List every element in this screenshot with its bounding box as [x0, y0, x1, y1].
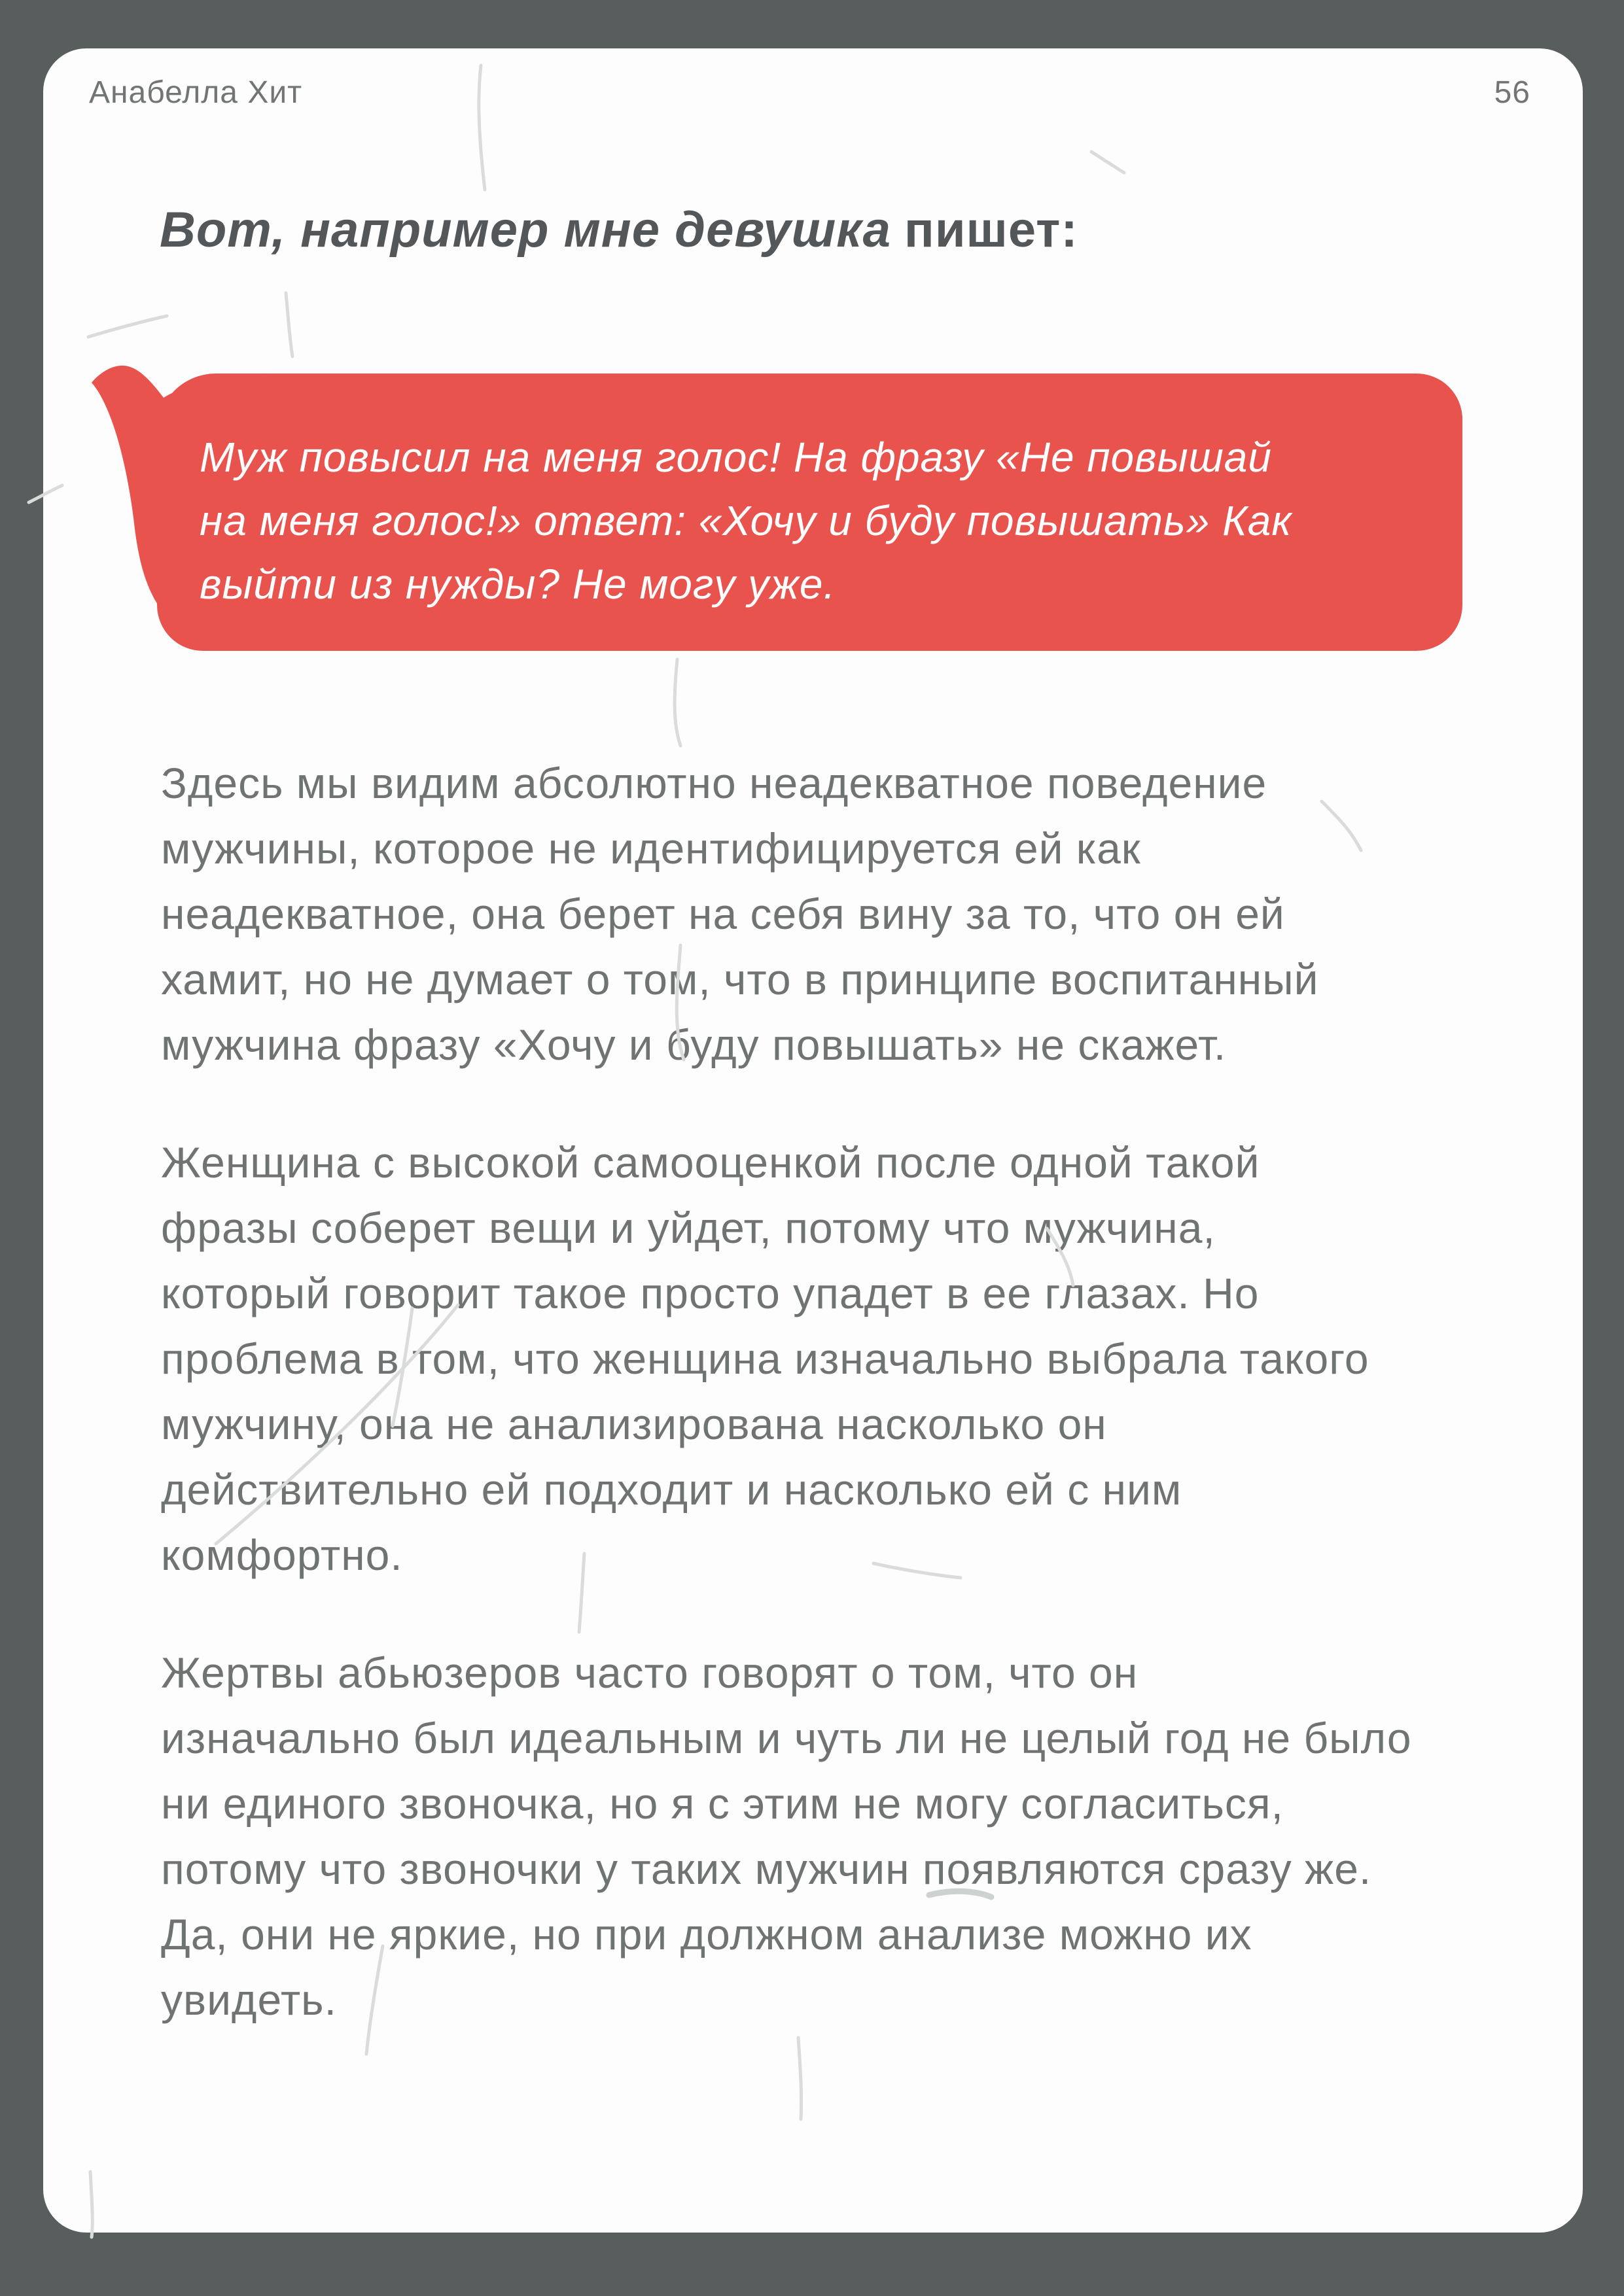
- paragraph-line: мужчины, которое не идентифицируется ей как: [161, 824, 1141, 873]
- paragraph-line: изначально был идеальным и чуть ли не целый год не было: [161, 1714, 1412, 1762]
- paragraph: [161, 750, 1509, 1077]
- bubble-text-line: выйти из нужды? Не могу уже.: [200, 561, 836, 608]
- paragraph-line: фразы соберет вещи и уйдет, потому что мужчина,: [161, 1204, 1216, 1252]
- speech-bubble-text: [200, 426, 1423, 616]
- paragraph-line: комфортно.: [161, 1531, 403, 1579]
- paragraph-line: неадекватное, она берет на себя вину за то, что он ей: [161, 890, 1285, 938]
- bubble-text-line: на меня голос!» ответ: «Хочу и буду повышать» Как: [200, 497, 1292, 544]
- paragraph-line: мужчина фразу «Хочу и буду повышать» не скажет.: [161, 1020, 1227, 1069]
- speech-bubble: [157, 374, 1462, 651]
- paragraph-line: Здесь мы видим абсолютно неадекватное поведение: [161, 759, 1267, 807]
- paragraph-line: проблема в том, что женщина изначально выбрала такого: [161, 1334, 1369, 1383]
- paragraph-line: мужчину, она не анализирована насколько он: [161, 1400, 1107, 1448]
- paragraph-line: Женщина с высокой самооценкой после одной такой: [161, 1138, 1260, 1187]
- author-name: Анабелла Хит: [89, 75, 303, 110]
- paragraph-line: хамит, но не думает о том, что в принципе воспитанный: [161, 955, 1319, 1003]
- page-header: [89, 75, 1530, 111]
- paragraph-line: Да, они не яркие, но при должном анализе можно их: [161, 1910, 1252, 1958]
- bubble-text-line: Муж повысил на меня голос! На фразу «Не повышай: [200, 434, 1272, 481]
- paragraph-line: Жертвы абьюзеров часто говорят о том, что он: [161, 1648, 1139, 1697]
- heading-upright-part: пишет:: [904, 202, 1078, 258]
- heading-italic-part: Вот, например мне девушка: [160, 202, 891, 258]
- section-heading: [160, 201, 1078, 258]
- paragraph-line: который говорит такое просто упадет в ее глазах. Но: [161, 1269, 1260, 1317]
- paragraph-line: ни единого звоночка, но я с этим не могу согласиться,: [161, 1779, 1284, 1828]
- paragraph: [161, 1130, 1509, 1588]
- paragraph: [161, 1640, 1509, 2032]
- page-number: 56: [1494, 75, 1530, 110]
- body-text: [161, 750, 1509, 2085]
- paragraph-line: действительно ей подходит и насколько ей с ним: [161, 1465, 1182, 1514]
- paragraph-line: потому что звоночки у таких мужчин появляются сразу же.: [161, 1845, 1372, 1893]
- book-page: [43, 48, 1583, 2233]
- paragraph-line: увидеть.: [161, 1975, 337, 2024]
